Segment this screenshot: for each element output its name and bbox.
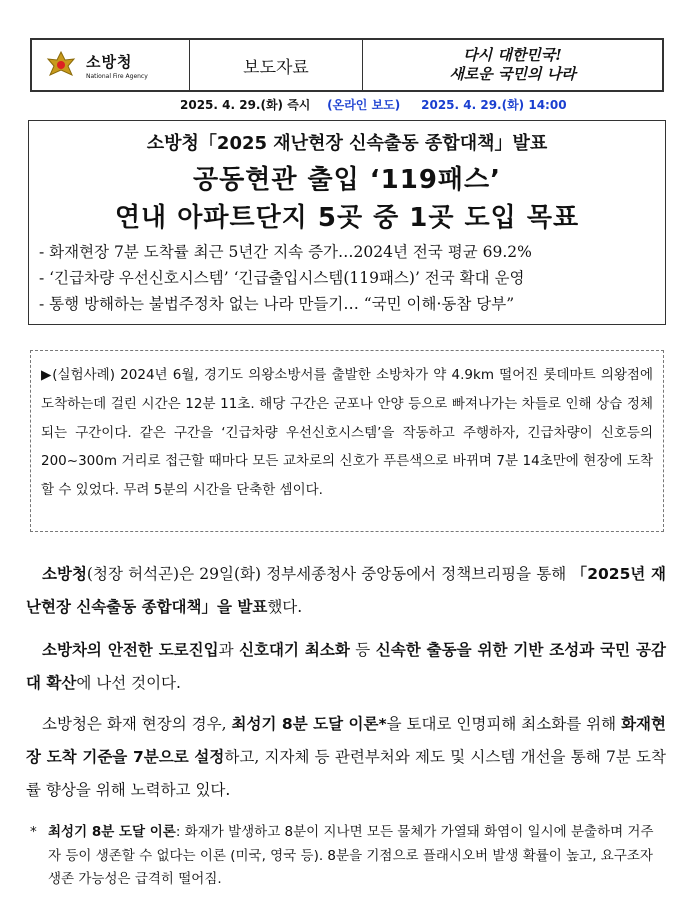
para-text: 소방청은 화재 현장의 경우,	[42, 715, 232, 733]
para-text: 하고, 지자체 등 관련부처와 제도 및 시스템 개선을 통해 7분 도착률 향상을 위해 노력하고 있다.	[26, 748, 666, 799]
body-paragraph-2	[26, 634, 666, 700]
para-bold: 신호대기 최소화	[239, 641, 350, 659]
press-header	[30, 38, 664, 92]
release-time: 2025. 4. 29.(화) 즉시	[180, 98, 311, 112]
footnote	[30, 821, 664, 892]
doc-type-title: 보도자료	[190, 40, 363, 90]
government-slogan	[363, 40, 662, 90]
online-release-label: (온라인 보도)	[327, 98, 401, 112]
para-bold: 화재현장 도착 기준을 7분으로 설정	[26, 715, 666, 766]
para-bold: 신속한 출동을 위한 기반 조성과 국민 공감대 확산	[26, 641, 666, 692]
footnote-text: : 화재가 발생하고 8분이 지나면 모든 물체가 가열돼 화염이 일시에 분출하며 거주자 등이 생존할 수 없다는 이론 (미국, 영국 등). 8분을 기점으로 플래시오버 발생 확률이 높고, 요구조자 생존 가능성은 급격히 떨어짐.	[48, 824, 654, 887]
para-text: (청장 허석곤)은 29일(화) 정부세종청사 중앙동에서 정책브리핑을 통해	[86, 565, 572, 583]
slogan-line-1: 다시 대한민국!	[463, 46, 562, 64]
para-text: 과	[218, 641, 240, 659]
para-bold: 소방차의 안전한 도로진입	[42, 641, 219, 659]
headline-subtitle: 소방청「2025 재난현장 신속출동 종합대책」발표	[146, 133, 548, 154]
headline-bullet: - ‘긴급차량 우선신호시스템’ ‘긴급출입시스템(119패스)’ 전국 확대 운영	[39, 269, 525, 287]
agency-name: 소방청	[86, 52, 133, 71]
case-study-box	[30, 350, 664, 532]
headline-title-line-1: 공동현관 출입 ‘119패스’	[192, 165, 502, 195]
body-paragraph-1	[26, 558, 666, 624]
para-text: 등	[349, 641, 376, 659]
footnote-marker: *	[30, 824, 37, 840]
emblem-icon	[44, 50, 78, 80]
para-text: 했다.	[267, 598, 303, 616]
agency-logo	[32, 40, 190, 90]
headline-bullet: - 화재현장 7분 도착률 최근 5년간 지속 증가…2024년 전국 평균 69.2%	[39, 243, 532, 261]
plan-title-bold: 「2025년 재난현장 신속출동 종합대책」을 발표	[26, 565, 666, 616]
headline-bullet: - 통행 방해하는 불법주정차 없는 나라 만들기… “국민 이해·동참 당부”	[39, 295, 515, 313]
agency-name-bold: 소방청	[42, 565, 87, 583]
dateline	[180, 96, 567, 113]
online-release-time: 2025. 4. 29.(화) 14:00	[421, 98, 567, 112]
body-paragraph-3	[26, 708, 666, 807]
headline-box	[28, 120, 666, 325]
headline-title-line-2: 연내 아파트단지 5곳 중 1곳 도입 목표	[114, 203, 580, 233]
case-study-text: ▶(실험사례) 2024년 6월, 경기도 의왕소방서를 출발한 소방차가 약 4.9km 떨어진 롯데마트 의왕점에 도착하는데 걸린 시간은 12분 11초. 해당 구간은 군포나 안양 등으로 빠져나가는 차들로 인해 상습 정체되는 구간이다. 같은 구간을 ‘긴급차량 우선신호시스템’을 작동하고 주행하자, 긴급차량이 신호등의 200~300m 거리로 접근할 때마다 모든 교차로의 신호가 푸른색으로 바뀌며 7분 14초만에 현장에 도착할 수 있었다. 무려 5분의 시간을 단축한 셈이다.	[41, 367, 653, 499]
para-bold: 최성기 8분 도달 이론*	[231, 715, 387, 733]
footnote-term: 최성기 8분 도달 이론	[48, 824, 176, 840]
agency-english-name: National Fire Agency	[86, 72, 148, 80]
para-text: 에 나선 것이다.	[76, 674, 181, 692]
para-text: 을 토대로 인명피해 최소화를 위해	[386, 715, 622, 733]
headline-bullets	[39, 239, 532, 317]
slogan-line-2: 새로운 국민의 나라	[449, 65, 576, 83]
